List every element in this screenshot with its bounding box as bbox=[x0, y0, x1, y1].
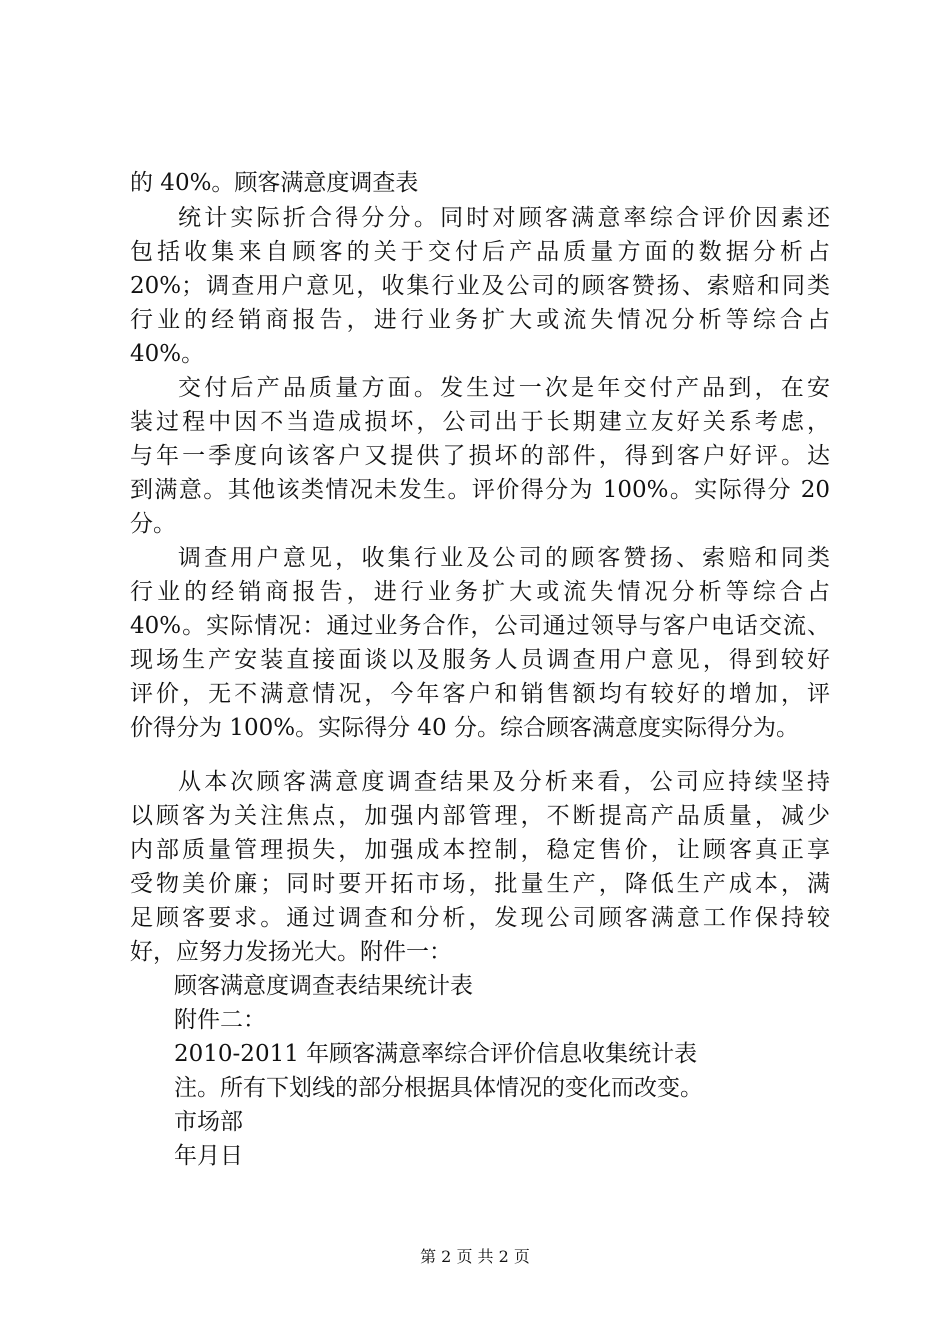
text-line: 包括收集来自顾客的关于交付后产品质量方面的数据分析占 bbox=[130, 239, 830, 265]
text-line: 现场生产安装直接面谈以及服务人员调查用户意见，得到较好 bbox=[130, 647, 830, 673]
text-line: 行业的经销商报告，进行业务扩大或流失情况分析等综合占 bbox=[130, 579, 830, 605]
text-line: 足顾客要求。通过调查和分析，发现公司顾客满意工作保持较 bbox=[130, 905, 830, 931]
text-line: 内部质量管理损失，加强成本控制，稳定售价，让顾客真正享 bbox=[130, 837, 830, 863]
attachment-heading: 附件二： bbox=[174, 1007, 266, 1033]
text-line: 交付后产品质量方面。发生过一次是年交付产品到，在安 bbox=[178, 375, 830, 401]
text-line: 的 40%。顾客满意度调查表 bbox=[130, 170, 419, 196]
text-line: 价得分为 100%。实际得分 40 分。综合顾客满意度实际得分为。 bbox=[130, 715, 799, 741]
text-line: 40%。实际情况：通过业务合作，公司通过领导与客户电话交流、 bbox=[130, 613, 830, 639]
text-line: 评价，无不满意情况，今年客户和销售额均有较好的增加，评 bbox=[130, 681, 830, 707]
text-line: 装过程中因不当造成损坏，公司出于长期建立友好关系考虑， bbox=[130, 409, 830, 435]
attachment-title: 2010-2011 年顾客满意率综合评价信息收集统计表 bbox=[174, 1041, 698, 1067]
text-line: 好，应努力发扬光大。附件一： bbox=[130, 939, 452, 965]
text-line: 受物美价廉；同时要开拓市场，批量生产，降低生产成本，满 bbox=[130, 871, 830, 897]
text-line: 到满意。其他该类情况未发生。评价得分为 100%。实际得分 20 bbox=[130, 477, 830, 503]
text-line: 调查用户意见，收集行业及公司的顾客赞扬、索赔和同类 bbox=[178, 545, 830, 571]
text-line: 从本次顾客满意度调查结果及分析来看，公司应持续坚持 bbox=[178, 769, 830, 795]
text-line: 分。 bbox=[130, 511, 176, 537]
text-line: 40%。 bbox=[130, 341, 205, 367]
text-line: 行业的经销商报告，进行业务扩大或流失情况分析等综合占 bbox=[130, 307, 830, 333]
attachment-title: 顾客满意度调查表结果统计表 bbox=[174, 973, 473, 999]
page-number-footer: 第 2 页 共 2 页 bbox=[420, 1247, 530, 1266]
text-line: 以顾客为关注焦点，加强内部管理，不断提高产品质量，减少 bbox=[130, 803, 830, 829]
note-line: 注。所有下划线的部分根据具体情况的变化而改变。 bbox=[174, 1075, 703, 1101]
text-line: 20%；调查用户意见，收集行业及公司的顾客赞扬、索赔和同类 bbox=[130, 273, 830, 299]
text-line: 统计实际折合得分分。同时对顾客满意率综合评价因素还 bbox=[178, 205, 830, 231]
department-signature: 市场部 bbox=[174, 1109, 243, 1135]
date-line: 年月日 bbox=[174, 1143, 243, 1169]
text-line: 与年一季度向该客户又提供了损坏的部件，得到客户好评。达 bbox=[130, 443, 830, 469]
